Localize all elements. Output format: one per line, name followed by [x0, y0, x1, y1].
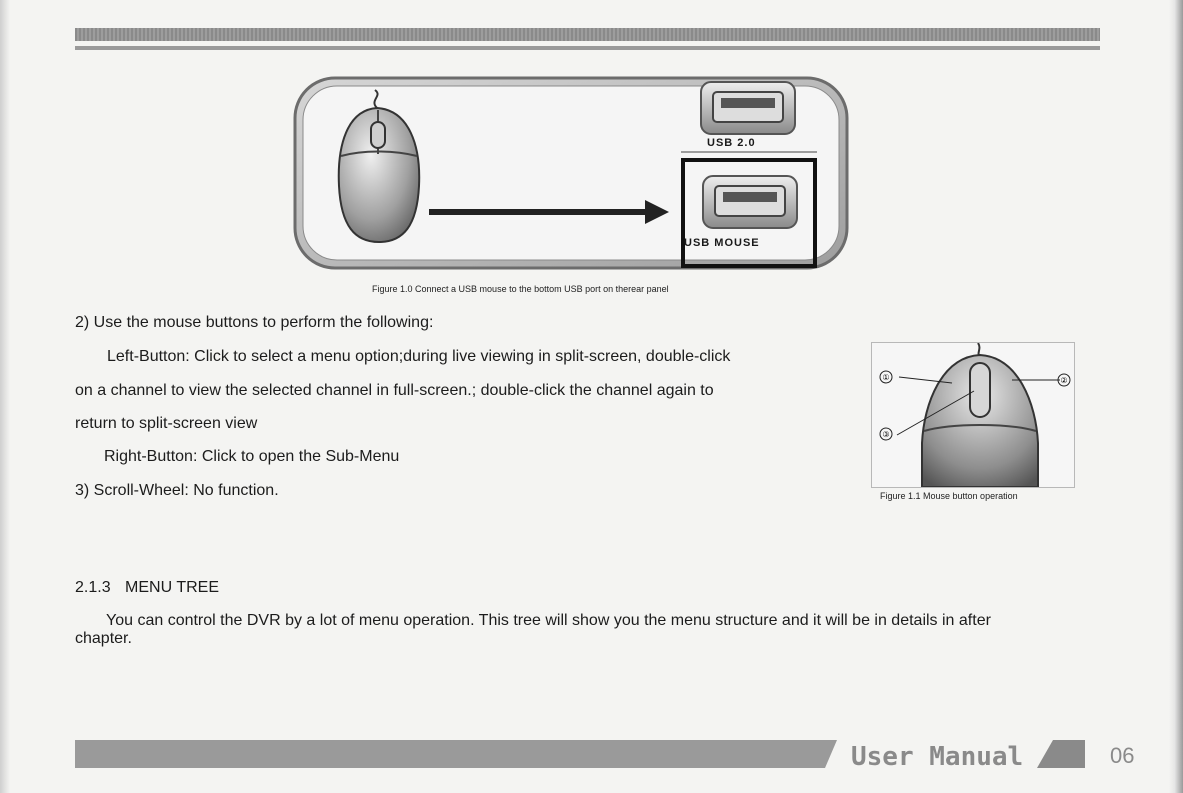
usb-2-label: USB 2.0	[707, 137, 756, 149]
page-number: 06	[1110, 743, 1135, 768]
usb-2-port-icon	[701, 82, 795, 134]
marker-3-label: ③	[882, 430, 890, 439]
usb-connection-illustration	[293, 76, 849, 270]
section-title: MENU TREE	[125, 579, 219, 596]
left-button-description-cont: on a channel to view the selected channel in full-screen.; double-click the channel again to	[75, 382, 714, 399]
step-2-intro: 2) Use the mouse buttons to perform the following:	[75, 314, 434, 331]
marker-2-label: ②	[1060, 376, 1068, 385]
usb-connection-figure	[293, 76, 849, 270]
section-body-cont: chapter.	[75, 630, 132, 647]
section-number: 2.1.3	[75, 579, 111, 596]
mouse-buttons-figure	[871, 342, 1075, 488]
usb-mouse-label: USB MOUSE	[684, 237, 760, 249]
page-footer	[75, 740, 1155, 774]
right-button-description: Right-Button: Click to open the Sub-Menu	[104, 448, 400, 465]
marker-1-label: ①	[882, 373, 890, 382]
usb-mouse-port-icon	[703, 176, 797, 228]
figure-1-caption: Figure 1.0 Connect a USB mouse to the bottom USB port on therear panel	[372, 284, 669, 294]
footer-title: User Manual	[851, 742, 1024, 772]
header-rule	[75, 46, 1100, 50]
scroll-wheel-description: 3) Scroll-Wheel: No function.	[75, 482, 279, 499]
left-button-description-end: return to split-screen view	[75, 415, 258, 432]
figure-2-caption: Figure 1.1 Mouse button operation	[880, 491, 1018, 501]
left-button-description: Left-Button: Click to select a menu option;during live viewing in split-screen, double-click	[107, 348, 731, 365]
section-heading	[75, 579, 219, 597]
mouse-buttons-illustration	[872, 343, 1074, 487]
page-edge-shadow	[1169, 0, 1183, 793]
header-decorative-bar	[75, 28, 1100, 41]
section-body: You can control the DVR by a lot of menu operation. This tree will show you the menu structure and it will be in details in after	[106, 612, 991, 629]
page-edge-shadow	[0, 0, 10, 793]
